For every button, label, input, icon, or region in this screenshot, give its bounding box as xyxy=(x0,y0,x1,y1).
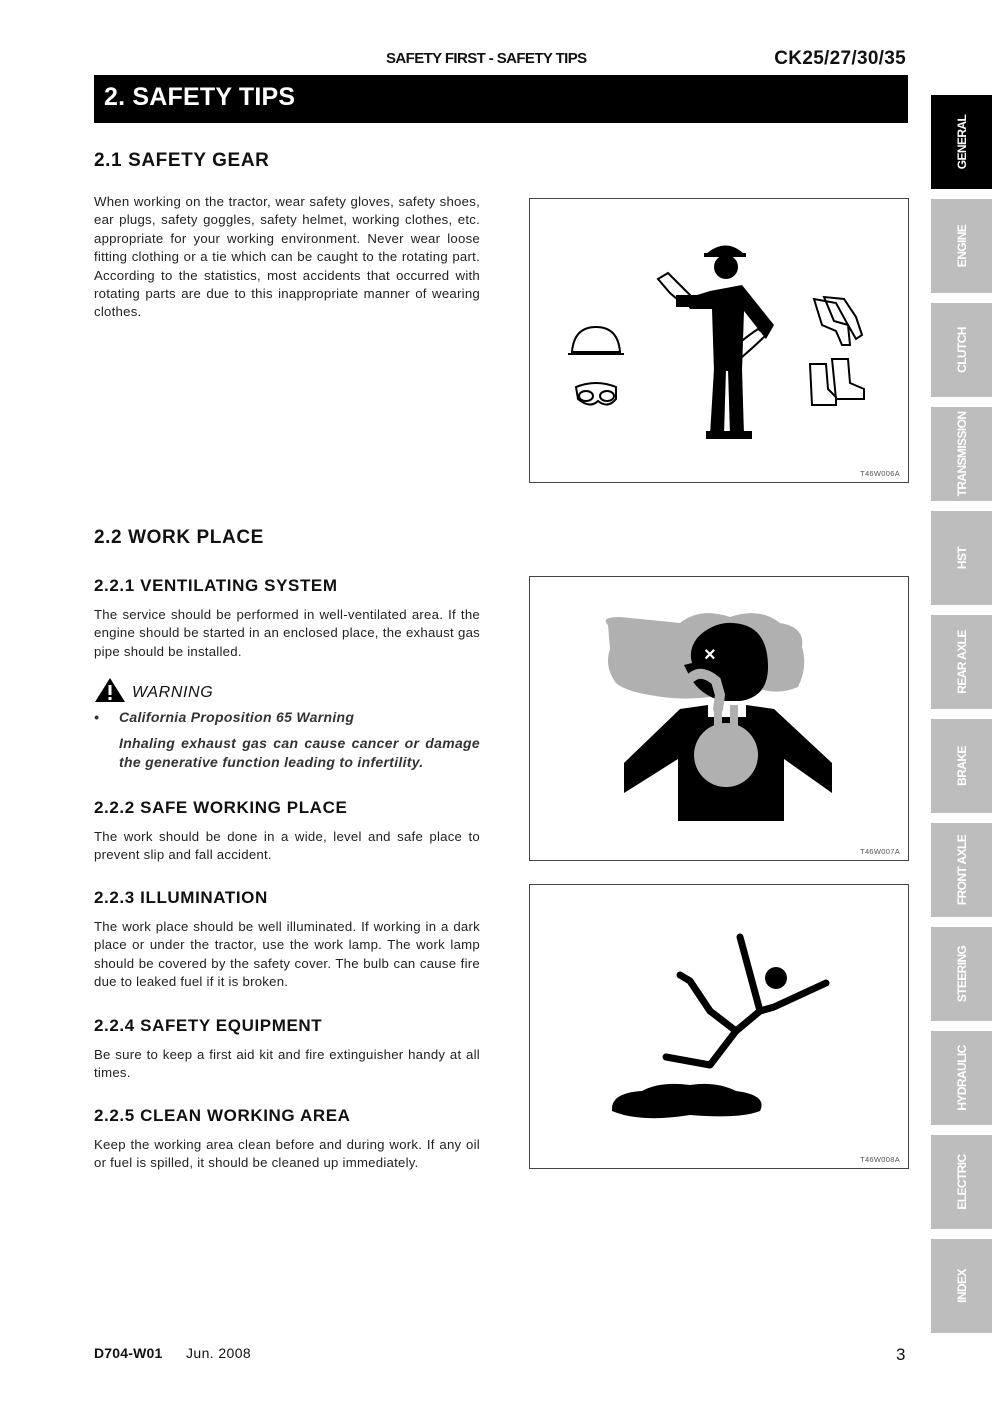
figure-code: T46W007A xyxy=(860,847,900,856)
document-date: Jun. 2008 xyxy=(186,1345,252,1361)
falling-person xyxy=(666,937,826,1065)
illumination-text: The work place should be well illuminated. If working in a dark place or under the tractor, use the work lamp. The work lamp should be covered by the safety cover. The bulb can cause fire due to leaked fuel if it is broken. xyxy=(94,919,480,990)
chapter-title-bar xyxy=(94,75,908,123)
tab-label: FRONT AXLE xyxy=(954,834,969,906)
tab-brake[interactable] xyxy=(931,719,992,813)
exhaust-gas-illustration xyxy=(530,577,908,860)
warning-triangle-icon xyxy=(94,677,126,703)
safety-gear-illustration xyxy=(530,199,908,482)
slip-illustration xyxy=(530,885,908,1168)
running-title: SAFETY FIRST - SAFETY TIPS xyxy=(386,50,587,67)
tab-hst[interactable] xyxy=(931,511,992,605)
helmet-icon xyxy=(568,327,624,354)
figure-exhaust-gas xyxy=(529,576,909,861)
tab-label: INDEX xyxy=(954,1269,969,1303)
heading-illumination: 2.2.3 ILLUMINATION xyxy=(94,888,268,907)
figure-slip-accident xyxy=(529,884,909,1169)
safety-gear-text: When working on the tractor, wear safety gloves, safety shoes, ear plugs, safety goggles, safety helmet, working clothes, etc. appropriate for your working environment. Never wear loose fitting clothing or a tie which can be caught to the rotating part. According to the statistics, most accidents that occurred with rotating parts are due to this inappropriate manner of wearing clothes. xyxy=(94,194,480,320)
warning-bullet: • xyxy=(94,709,100,725)
heading-clean-working-area: 2.2.5 CLEAN WORKING AREA xyxy=(94,1106,351,1125)
heading-safe-working-place: 2.2.2 SAFE WORKING PLACE xyxy=(94,798,348,817)
warning-label-row xyxy=(94,677,213,703)
tab-clutch[interactable] xyxy=(931,303,992,397)
safe-place-text: The work should be done in a wide, level and safe place to prevent slip and fall accident. xyxy=(94,829,480,863)
tab-hydraulic[interactable] xyxy=(931,1031,992,1125)
model-number: CK25/27/30/35 xyxy=(774,48,906,69)
tab-general[interactable] xyxy=(931,95,992,189)
tab-label: BRAKE xyxy=(954,746,969,786)
tab-transmission[interactable] xyxy=(931,407,992,501)
document-code: D704-W01 xyxy=(94,1345,163,1361)
heading-work-place: 2.2 WORK PLACE xyxy=(94,527,264,548)
tab-label: GENERAL xyxy=(954,114,969,170)
tab-front-axle[interactable] xyxy=(931,823,992,917)
boots-icon xyxy=(810,359,864,405)
tab-label: HST xyxy=(954,546,969,570)
tab-label: ENGINE xyxy=(954,224,969,268)
tab-index[interactable] xyxy=(931,1239,992,1333)
chapter-title: 2. SAFETY TIPS xyxy=(104,83,296,111)
x-mark-icon: × xyxy=(704,644,716,666)
heading-safety-gear: 2.1 SAFETY GEAR xyxy=(94,150,270,171)
tab-label: TRANSMISSION xyxy=(954,411,969,497)
tab-electric[interactable] xyxy=(931,1135,992,1229)
clean-area-text: Keep the working area clean before and during work. If any oil or fuel is spilled, it should be cleaned up immediately. xyxy=(94,1137,480,1171)
tab-label: STEERING xyxy=(954,945,969,1003)
safety-equipment-text: Be sure to keep a first aid kit and fire extinguisher handy at all times. xyxy=(94,1047,480,1081)
figure-code: T46W008A xyxy=(860,1155,900,1164)
tab-label: HYDRAULIC xyxy=(954,1045,969,1111)
lungs xyxy=(694,723,758,787)
ventilating-text: The service should be performed in well-ventilated area. If the engine should be started in an enclosed place, the exhaust gas pipe should be installed. xyxy=(94,607,480,659)
tab-label: ELECTRIC xyxy=(954,1154,969,1210)
tab-label: CLUTCH xyxy=(954,327,969,373)
heading-safety-equipment: 2.2.4 SAFETY EQUIPMENT xyxy=(94,1016,323,1035)
gloves-icon xyxy=(814,297,862,345)
tab-engine[interactable] xyxy=(931,199,992,293)
tab-rear-axle[interactable] xyxy=(931,615,992,709)
figure-safety-gear xyxy=(529,198,909,483)
spill-puddle xyxy=(612,1084,762,1118)
warning-item: California Proposition 65 Warning xyxy=(119,709,355,725)
goggles-icon xyxy=(576,383,616,405)
warning-label: WARNING xyxy=(132,684,214,701)
tab-steering[interactable] xyxy=(931,927,992,1021)
heading-ventilating: 2.2.1 VENTILATING SYSTEM xyxy=(94,576,338,595)
warning-text: Inhaling exhaust gas can cause cancer or damage the generative function leading to infertility. xyxy=(119,735,480,770)
falling-head xyxy=(765,967,787,989)
page-number: 3 xyxy=(896,1345,906,1364)
worker-figure xyxy=(658,246,774,440)
figure-code: T46W006A xyxy=(860,469,900,478)
tab-label: REAR AXLE xyxy=(954,630,969,694)
